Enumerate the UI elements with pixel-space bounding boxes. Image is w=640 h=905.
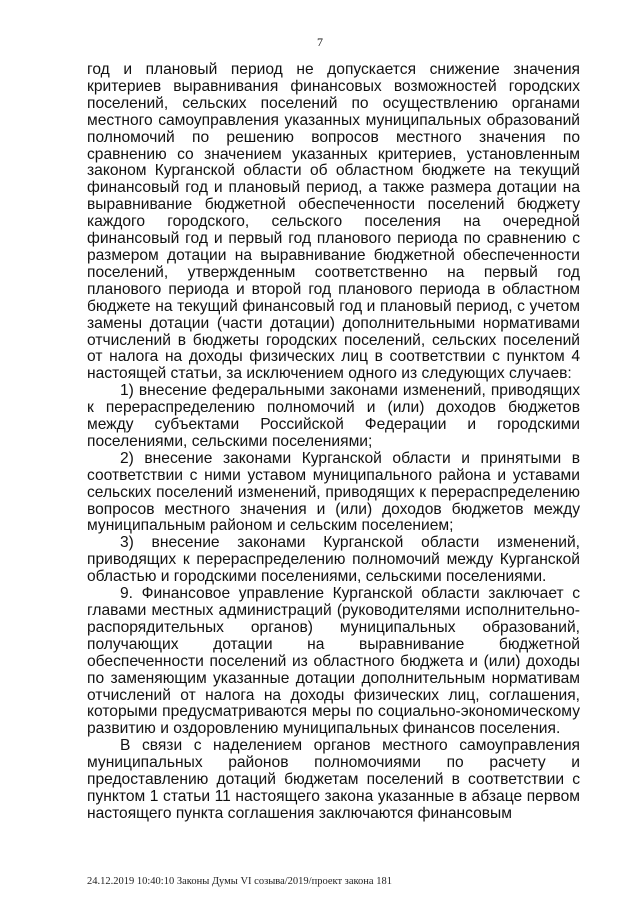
paragraph-case-2: 2) внесение законами Курганской области и принятыми в соответствии с ними уставом муниципального района и уставами сельских поселений изменений, приводящих к перераспределению вопросов местного значения и (или) доходов бюджетов между муниципальным районом и сельским поселением; bbox=[87, 449, 580, 535]
paragraph-item-9-continued: В связи с наделением органов местного самоуправления муниципальных районов полномочиями по расчету и предоставлению дотаций бюджетам поселений в соответствии с пунктом 1 статьи 11 настоящего закона указанные в абзаце первом настоящего пункта соглашения заключаются финансовым bbox=[87, 737, 580, 822]
paragraph-item-9: 9. Финансовое управление Курганской области заключает с главами местных администраций (руководителями исполнительно-распорядительных органов) муниципальных образований, получающих дотации на выравнивание бюджетной обеспеченности поселений из областного бюджета и (или) доходы по заменяющим указанные дотации дополнительным нормативам отчислений от налога на доходы физических лиц, соглашения, которыми предусматриваются меры по социально-экономическому развитию и оздоровлению муниципальных финансов поселения. bbox=[87, 585, 580, 738]
paragraph-case-1: 1) внесение федеральными законами изменений, приводящих к перераспределению полномочий и (или) доходов бюджетов между субъектами Российской Федерации и городскими поселениями, сельскими поселениями; bbox=[87, 382, 580, 450]
paragraph-case-3: 3) внесение законами Курганской области изменений, приводящих к перераспределению полномочий между Курганской областью и городскими поселениями, сельскими поселениями. bbox=[87, 534, 580, 586]
paragraph-continuation: год и плановый период не допускается снижение значения критериев выравнивания финансовых возможностей городских поселений, сельских поселений по осуществлению органами местного самоуправления указанных муниципальных образований полномочий по решению вопросов местного значения по сравнению со значением указанных критериев, установленным законом Курганской области об областном бюджете на текущий финансовый год и плановый период, а также размера дотации на выравнивание бюджетной обеспеченности поселений бюджету каждого городского, сельского поселения на очередной финансовый год и первый год планового периода по сравнению с размером дотации на выравнивание бюджетной обеспеченности поселений, утвержденным соответственно на первый год планового периода и второй год планового периода в областном бюджете на текущий финансовый год и плановый период, с учетом замены дотации (части дотации) дополнительными нормативами отчислений в бюджеты городских поселений, сельских поселений от налога на доходы физических лиц в соответствии с пунктом 4 настоящей статьи, за исключением одного из следующих случаев: bbox=[87, 61, 580, 383]
document-body bbox=[87, 62, 580, 823]
document-footer: 24.12.2019 10:40:10 Законы Думы VI созыва/2019/проект закона 181 bbox=[87, 876, 392, 887]
page-number: 7 bbox=[317, 35, 323, 49]
